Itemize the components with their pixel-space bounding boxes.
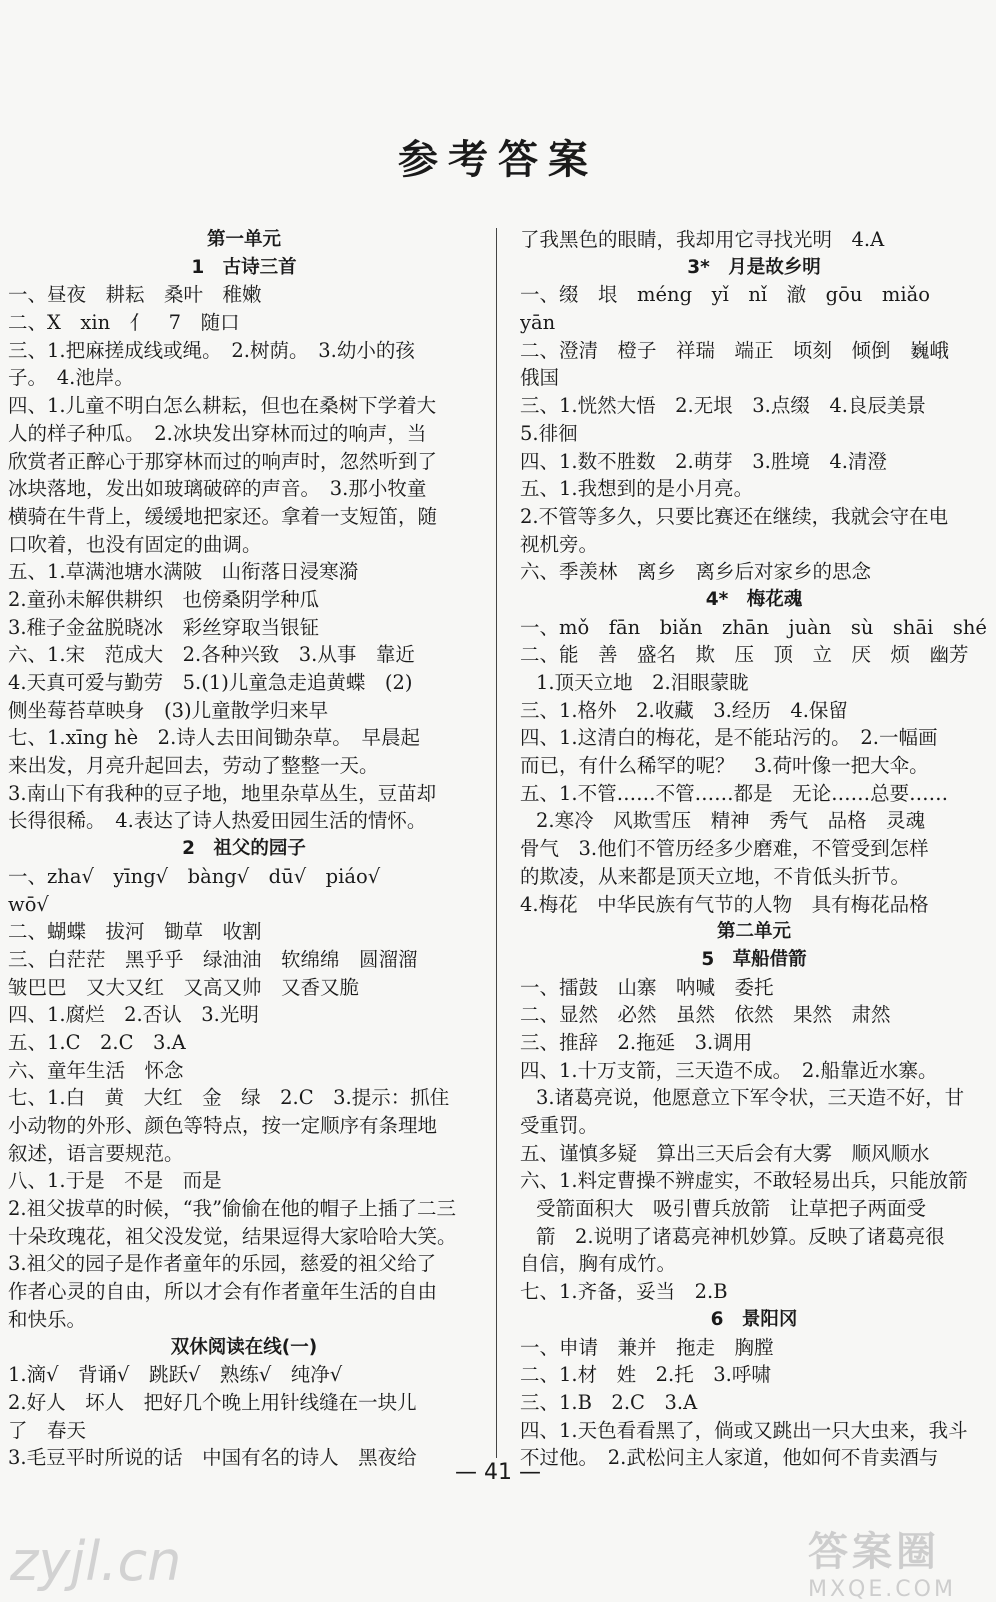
section-heading: 1 古诗三首	[191, 256, 297, 278]
answer-line: 二、X xin 亻 7 随口	[8, 311, 240, 335]
answer-line: 一、mǒ fān biǎn zhān juàn sù shāi shé	[520, 615, 987, 639]
answer-line: 七、1.齐备，妥当 2.B	[520, 1280, 728, 1304]
answer-line: wō√	[8, 892, 49, 916]
answer-line: 六、1.宋 范成大 2.各种兴致 3.从事 靠近	[8, 643, 415, 667]
page-number: — 41 —	[455, 1460, 541, 1485]
answer-line: 四、1.数不胜数 2.萌芽 3.胜境 4.清澄	[520, 449, 887, 473]
answer-line: 三、1.恍然大悟 2.无垠 3.点缀 4.良辰美景	[520, 394, 926, 418]
answer-line: 2.祖父拔草的时候，“我”偷偷在他的帽子上插了二三	[8, 1197, 457, 1221]
answer-line: 横骑在牛背上，缓缓地把家还。拿着一支短笛，随	[8, 504, 438, 528]
answer-line: 六、童年生活 怀念	[8, 1058, 184, 1082]
answer-line: 和快乐。	[8, 1307, 87, 1331]
answer-line: 来出发，月亮升起回去，劳动了整整一天。	[8, 754, 379, 778]
answer-line: 十朵玫瑰花，祖父没发觉，结果逗得大家哈哈大笑。	[8, 1224, 457, 1248]
answer-line: 五、1.我想到的是小月亮。	[520, 477, 754, 501]
answer-column-right	[520, 226, 988, 1472]
section-heading: 6 景阳冈	[710, 1308, 798, 1330]
answer-line: 三、1.把麻搓成线或绳。 2.树荫。 3.幼小的孩	[8, 338, 415, 362]
answer-line: 2.不管等多久，只要比赛还在继续，我就会守在电	[520, 504, 949, 528]
section-heading: 3* 月是故乡明	[687, 256, 821, 278]
answer-line: 叙述，语言要规范。	[8, 1141, 184, 1165]
answer-line: 5.徘徊	[520, 421, 578, 445]
answer-line: 四、1.十万支箭，三天造不成。 2.船靠近水寨。	[520, 1058, 938, 1082]
answer-line: 1.顶天立地 2.泪眼蒙眬	[536, 671, 749, 694]
answer-line: 3.祖父的园子是作者童年的乐园，慈爱的祖父给了	[8, 1252, 437, 1276]
section-heading: 双休阅读在线(一)	[170, 1336, 318, 1358]
answer-line: 四、1.天色看看黑了，倘或又跳出一只大虫来，我斗	[520, 1418, 968, 1442]
answer-line: 2.好人 坏人 把好几个晚上用针线缝在一块儿	[8, 1390, 417, 1414]
answer-line: 七、1.xīng hè 2.诗人去田间锄杂草。 早晨起	[8, 726, 421, 750]
answer-line: 4.梅花 中华民族有气节的人物 具有梅花品格	[520, 892, 929, 916]
answer-line: 视机旁。	[520, 532, 599, 556]
watermark-logo-left: zyjl.cn	[10, 1530, 182, 1593]
answer-line: 四、1.腐烂 2.否认 3.光明	[8, 1003, 259, 1027]
answer-line: 的欺凌，从来都是顶天立地，不肯低头折节。	[520, 864, 911, 888]
answer-line: 三、1.B 2.C 3.A	[520, 1390, 698, 1414]
section-heading: 4* 梅花魂	[705, 588, 803, 610]
section-heading: 第一单元	[206, 229, 281, 250]
answer-line: 七、1.白 黄 大红 金 绿 2.C 3.提示：抓住	[8, 1086, 450, 1110]
answer-line: 作者心灵的自由，所以才会有作者童年生活的自由	[8, 1280, 438, 1304]
answer-line: 小动物的外形、颜色等特点，按一定顺序有条理地	[8, 1114, 438, 1137]
answer-line: 二、蝴蝶 拔河 锄草 收割	[8, 920, 262, 944]
answer-line: 骨气 3.他们不管历经多少磨难，不管受到怎样	[520, 837, 929, 861]
answer-line: 四、1.这清白的梅花，是不能玷污的。 2.一幅画	[520, 726, 938, 750]
answer-line: 三、推辞 2.拖延 3.调用	[520, 1030, 753, 1054]
answer-line: 受重罚。	[520, 1114, 599, 1137]
answer-line: 一、申请 兼并 拖走 胸膛	[520, 1335, 774, 1359]
answer-line: 侧坐莓苔草映身 (3)儿童散学归来早	[8, 698, 329, 722]
answer-line: 3.稚子金盆脱晓冰 彩丝穿取当银钲	[8, 615, 320, 639]
answer-line: 人的样子种瓜。 2.冰块发出穿林而过的响声，当	[8, 421, 427, 445]
answer-line: 了 春天	[8, 1418, 87, 1442]
answer-line: 五、1.C 2.C 3.A	[8, 1030, 186, 1054]
answer-line: 二、1.材 姓 2.托 3.呼啸	[520, 1363, 771, 1387]
answer-line: 一、zha√ yīng√ bàng√ dū√ piáo√	[8, 864, 381, 888]
answer-line: 3.南山下有我种的豆子地，地里杂草丛生，豆苗却	[8, 781, 437, 805]
section-heading: 2 祖父的园子	[182, 838, 306, 860]
answer-line: 1.滴√ 背诵√ 跳跃√ 熟练√ 纯净√	[8, 1363, 343, 1387]
page-title: 参考答案	[398, 137, 598, 183]
answer-line: 俄国	[520, 366, 560, 390]
answer-line: 一、昼夜 耕耘 桑叶 稚嫩	[8, 283, 262, 307]
answer-line: 而已，有什么稀罕的呢？ 3.荷叶像一把大伞。	[520, 754, 929, 778]
answer-line: 自信，胸有成竹。	[520, 1252, 677, 1276]
watermark-right-url: MXQE.COM	[808, 1577, 956, 1602]
answer-line: 口吹着，也没有固定的曲调。	[8, 532, 262, 556]
section-heading: 5 草船借箭	[701, 948, 807, 970]
answer-line: 八、1.于是 不是 而是	[8, 1169, 222, 1193]
answer-line: 3.毛豆平时所说的话 中国有名的诗人 黑夜给	[8, 1446, 417, 1470]
answer-line: 二、能 善 盛名 欺 压 顶 立 厌 烦 幽芳	[520, 643, 969, 667]
answer-line: 三、1.格外 2.收藏 3.经历 4.保留	[520, 698, 848, 722]
answer-line: 不过他。 2.武松问主人家道，他如何不肯卖酒与	[520, 1446, 939, 1470]
answer-line: 五、1.草满池塘水满陂 山衔落日浸寒漪	[8, 560, 359, 584]
watermark-right-chars: 答案圈	[808, 1529, 940, 1575]
answer-line: 六、季羡林 离乡 离乡后对家乡的思念	[520, 560, 872, 584]
answer-line: 受箭面积大 吸引曹兵放箭 让草把子两面受	[536, 1197, 927, 1221]
answer-line: 皱巴巴 又大又红 又高又帅 又香又脆	[8, 975, 360, 999]
answer-line: 二、显然 必然 虽然 依然 果然 肃然	[520, 1003, 891, 1027]
answer-line: 2.寒冷 风欺雪压 精神 秀气 品格 灵魂	[536, 809, 926, 833]
answer-line: 三、白茫茫 黑乎乎 绿油油 软绵绵 圆溜溜	[8, 947, 418, 971]
answer-line: 一、缀 垠 méng yǐ nǐ 澈 gōu miǎo	[520, 283, 930, 307]
answer-line: 冰块落地，发出如玻璃破碎的声音。 3.那小牧童	[8, 477, 427, 501]
answer-line: 五、谨慎多疑 算出三天后会有大雾 顺风顺水	[520, 1141, 930, 1165]
answer-line: 一、擂鼓 山寨 呐喊 委托	[520, 975, 774, 999]
watermark-logo-right	[808, 1520, 988, 1602]
answer-line: 2.童孙未解供耕织 也傍桑阴学种瓜	[8, 587, 320, 611]
answer-line: 六、1.料定曹操不辨虚实，不敢轻易出兵，只能放箭	[520, 1169, 968, 1193]
answer-line: 长得很稀。 4.表达了诗人热爱田园生活的情怀。	[8, 809, 427, 833]
answer-line: 四、1.儿童不明白怎么耕耘，但也在桑树下学着大	[8, 394, 437, 418]
answer-line: 五、1.不管……不管……都是 无论……总要……	[520, 781, 949, 805]
answer-line: 4.天真可爱与勤劳 5.(1)儿童急走追黄蝶 (2)	[8, 671, 413, 694]
answer-line: yān	[520, 311, 556, 335]
answer-line: 箭 2.说明了诸葛亮神机妙算。反映了诸葛亮很	[536, 1224, 945, 1248]
answer-line: 二、澄清 橙子 祥瑞 端正 顷刻 倾倒 巍峨	[520, 338, 950, 362]
column-divider	[496, 228, 497, 1458]
answer-line: 3.诸葛亮说，他愿意立下军令状，三天造不好，甘	[536, 1086, 965, 1110]
answer-line: 欣赏者正醉心于那穿林而过的响声时，忽然听到了	[8, 449, 438, 473]
answer-line: 子。 4.池岸。	[8, 366, 134, 390]
section-heading: 第二单元	[716, 921, 791, 943]
answer-column-left	[8, 226, 480, 1472]
answer-line: 了我黑色的眼睛，我却用它寻找光明 4.A	[520, 228, 885, 251]
